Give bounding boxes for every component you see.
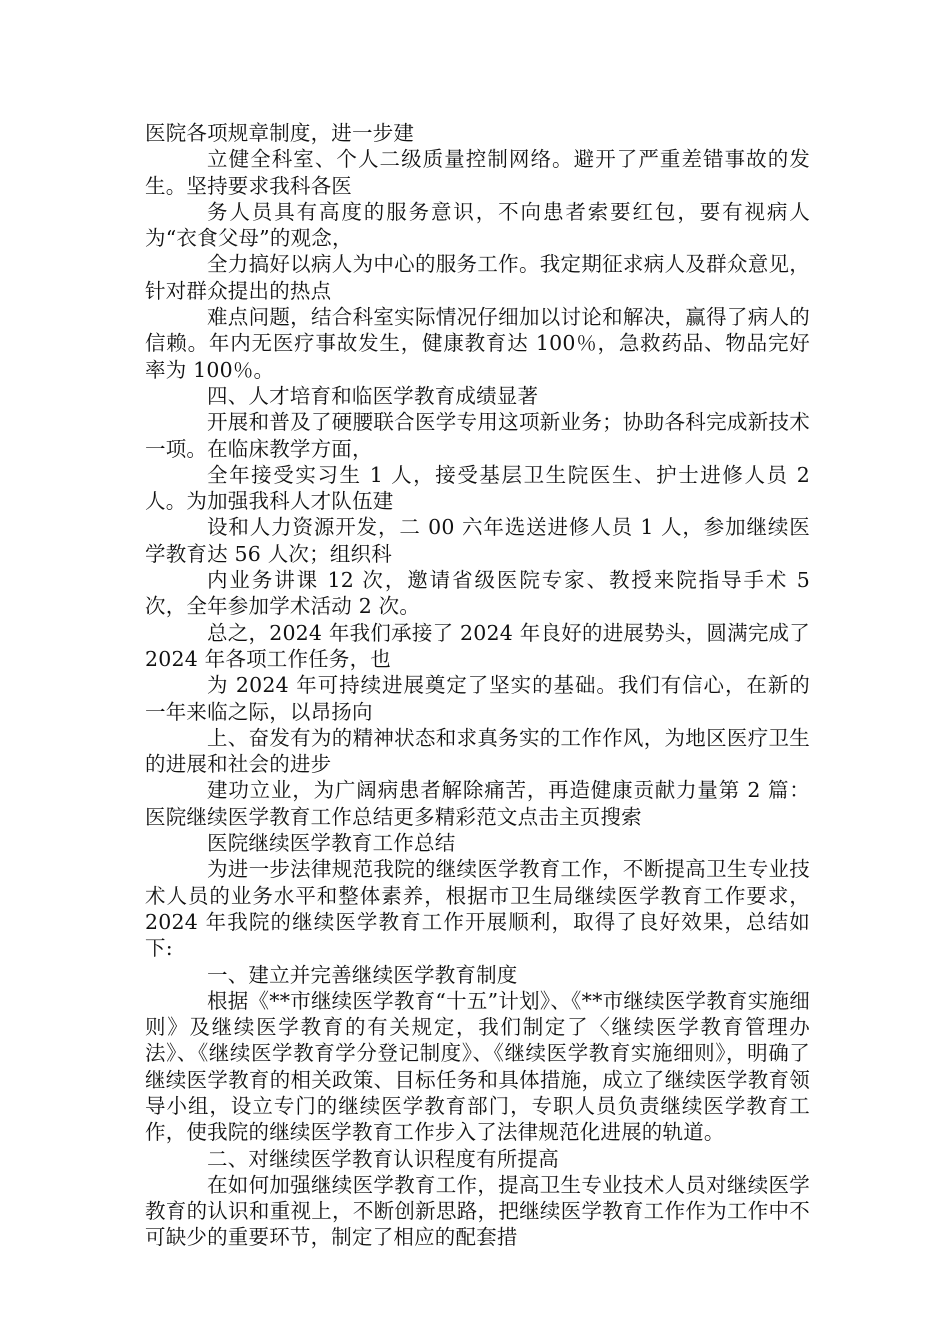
paragraph: 根据《**市继续医学教育“十五”计划》、《**市继续医学教育实施细则》及继续医学教育的有关规定，我们制定了〈继续医学教育管理办法》、《继续医学教育学分登记制度》、《继续医学教育实施细则》，明确了继续医学教育的相关政策、目标任务和具体措施，成立了继续医学教育领导小组，设立专门的继续医学教育部门，专职人员负责继续医学教育工作，使我院的继续医学教育工作步入了法律规范化进展的轨道。 bbox=[145, 988, 810, 1145]
paragraph: 为 2024 年可持续进展奠定了坚实的基础。我们有信心，在新的一年来临之际，以昂扬向 bbox=[145, 673, 810, 724]
paragraph: 为进一步法律规范我院的继续医学教育工作，不断提高卫生专业技术人员的业务水平和整体素养，根据市卫生局继续医学教育工作要求，2024 年我院的继续医学教育工作开展顺利，取得了良好效果，总结如下: bbox=[145, 857, 810, 961]
paragraph: 内业务讲课 12 次，邀请省级医院专家、教授来院指导手术 5 次，全年参加学术活动 2 次。 bbox=[145, 568, 810, 619]
paragraph: 全力搞好以病人为中心的服务工作。我定期征求病人及群众意见，针对群众提出的热点 bbox=[145, 252, 810, 303]
section-heading: 四、人才培育和临医学教育成绩显著 bbox=[207, 383, 539, 408]
paragraph: 全年接受实习生 1 人，接受基层卫生院医生、护士进修人员 2 人。为加强我科人才队伍建 bbox=[145, 462, 810, 514]
section-heading: 二、对继续医学教育认识程度有所提高 bbox=[207, 1146, 559, 1171]
paragraph: 务人员具有高度的服务意识，不向患者索要红包，要有视病人为“衣食父母”的观念， bbox=[145, 199, 810, 251]
paragraph: 建功立业，为广阔病患者解除痛苦，再造健康贡献力量第 2 篇：医院继续医学教育工作总结更多精彩范文点击主页搜索 bbox=[145, 778, 810, 829]
paragraph: 医院各项规章制度，进一步建 bbox=[145, 121, 415, 145]
paragraph: 总之，2024 年我们承接了 2024 年良好的进展势头，圆满完成了 2024 年各项工作任务，也 bbox=[145, 620, 810, 671]
document-body bbox=[145, 120, 810, 1251]
paragraph: 上、奋发有为的精神状态和求真务实的工作作风，为地区医疗卫生的进展和社会的进步 bbox=[145, 725, 810, 777]
document-title: 医院继续医学教育工作总结 bbox=[207, 831, 456, 856]
paragraph: 难点问题，结合科室实际情况仔细加以讨论和解决，赢得了病人的信赖。年内无医疗事故发生，健康教育达 100％，急救药品、物品完好率为 100％。 bbox=[145, 305, 810, 382]
paragraph: 开展和普及了硬腰联合医学专用这项新业务；协助各科完成新技术一项。在临床教学方面， bbox=[145, 410, 810, 461]
paragraph: 在如何加强继续医学教育工作，提高卫生专业技术人员对继续医学教育的认识和重视上，不断创新思路，把继续医学教育工作作为工作中不可缺少的重要环节，制定了相应的配套措 bbox=[145, 1172, 810, 1250]
paragraph: 设和人力资源开发，二 00 六年选送进修人员 1 人，参加继续医学教育达 56 人次；组织科 bbox=[145, 515, 810, 566]
paragraph: 立健全科室、个人二级质量控制网络。避开了严重差错事故的发生。坚持要求我科各医 bbox=[145, 147, 810, 198]
section-heading: 一、建立并完善继续医学教育制度 bbox=[207, 962, 518, 987]
